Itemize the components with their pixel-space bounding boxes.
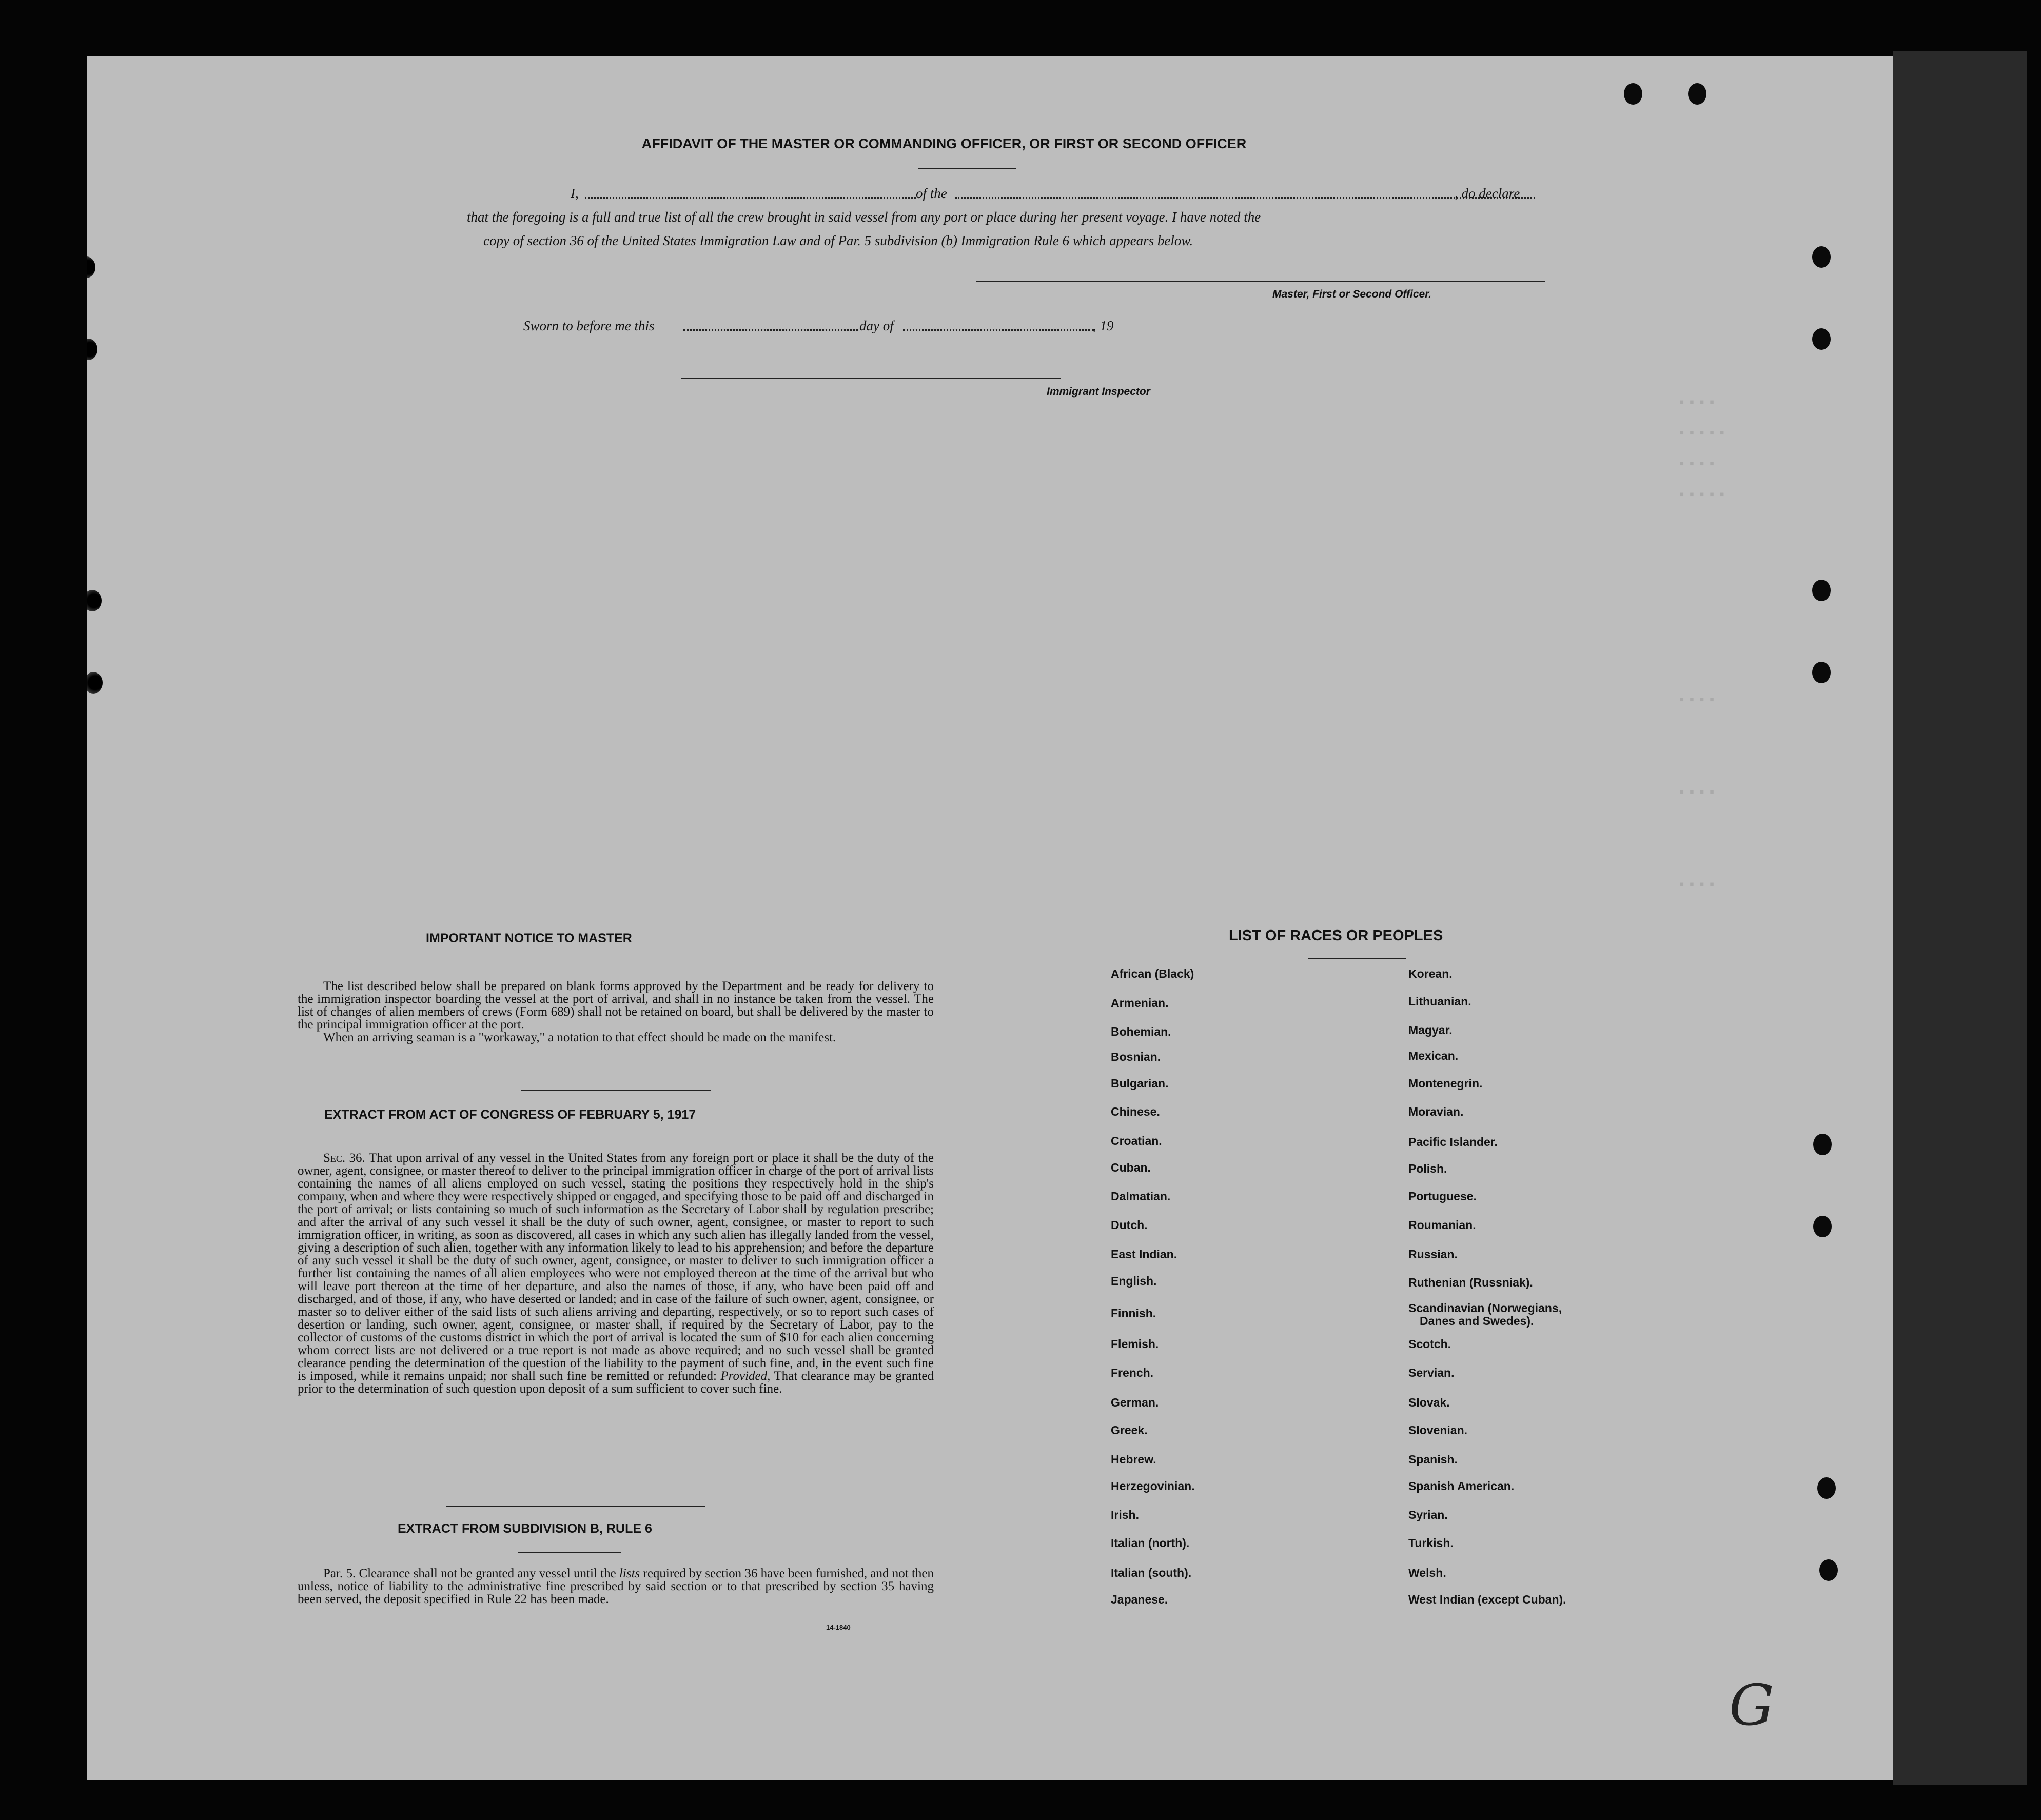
bleed-through-text: ▪▪▪▪ xyxy=(1678,457,1718,472)
race-entry: Spanish. xyxy=(1408,1453,1458,1466)
race-entry: Portuguese. xyxy=(1408,1190,1477,1203)
inspector-caption: Immigrant Inspector xyxy=(1047,386,1150,398)
provided-word: Provided, xyxy=(720,1369,771,1383)
title-underline xyxy=(518,1552,621,1553)
race-entry: Slovenian. xyxy=(1408,1423,1468,1437)
punch-hole xyxy=(1817,1477,1836,1499)
lists-word: lists xyxy=(619,1567,640,1580)
race-entry: Montenegrin. xyxy=(1408,1077,1483,1090)
officer-name-field[interactable] xyxy=(585,197,916,199)
races-title: LIST OF RACES OR PEOPLES xyxy=(1229,927,1443,944)
inspector-signature-line[interactable] xyxy=(681,378,1061,379)
race-entry: Ruthenian (Russniak). xyxy=(1408,1276,1533,1289)
handwritten-page-mark: G xyxy=(1729,1672,1774,1738)
race-entry: Finnish. xyxy=(1111,1307,1156,1320)
sworn-line xyxy=(523,318,1190,339)
race-entry: Flemish. xyxy=(1111,1337,1159,1351)
race-entry: Bohemian. xyxy=(1111,1025,1171,1038)
act-extract-text xyxy=(298,1152,934,1395)
punch-hole xyxy=(87,590,102,611)
race-entry: Servian. xyxy=(1408,1366,1455,1379)
sworn-month-field[interactable] xyxy=(903,329,1094,331)
section-divider xyxy=(446,1506,705,1507)
race-entry: Bulgarian. xyxy=(1111,1077,1169,1090)
form-number: 14-1840 xyxy=(826,1624,851,1631)
race-entry: Armenian. xyxy=(1111,996,1169,1010)
race-entry: Polish. xyxy=(1408,1162,1447,1175)
punch-hole xyxy=(1813,1216,1832,1237)
bleed-through-text: ▪▪▪▪▪ xyxy=(1678,487,1729,503)
race-entry: Roumanian. xyxy=(1408,1218,1476,1232)
punch-hole xyxy=(87,256,95,278)
punch-hole xyxy=(1812,328,1831,350)
punch-hole xyxy=(87,672,103,694)
rule-text-a: Par. 5. Clearance shall not be granted any vessel until the xyxy=(323,1567,616,1580)
declaration-text-2: copy of section 36 of the United States Immigration Law and of Par. 5 subdivision (b) Immigration Rule 6 which appears below. xyxy=(483,233,1193,248)
rule-extract-text xyxy=(298,1567,934,1606)
race-entry: Korean. xyxy=(1408,967,1453,980)
races-column-right xyxy=(1408,56,1729,1780)
race-entry: Slovak. xyxy=(1408,1396,1450,1409)
sworn-label: Sworn to before me this xyxy=(523,318,655,333)
punch-hole xyxy=(1819,1559,1838,1581)
race-entry: Danes and Swedes). xyxy=(1420,1314,1534,1328)
bleed-through-text: ▪▪▪▪▪ xyxy=(1678,426,1729,441)
race-entry: Croatian. xyxy=(1111,1134,1162,1148)
punch-hole xyxy=(1812,662,1831,683)
race-entry: Bosnian. xyxy=(1111,1050,1161,1063)
race-entry: Welsh. xyxy=(1408,1566,1446,1579)
race-entry: Dalmatian. xyxy=(1111,1190,1171,1203)
race-entry: Turkish. xyxy=(1408,1536,1454,1550)
race-entry: Scandinavian (Norwegians, xyxy=(1408,1301,1562,1315)
race-entry: German. xyxy=(1111,1396,1159,1409)
affidavit-title: AFFIDAVIT OF THE MASTER OR COMMANDING OFFICER, OR FIRST OR SECOND OFFICER xyxy=(641,136,1247,151)
race-entry: Italian (north). xyxy=(1111,1536,1190,1550)
race-entry: Mexican. xyxy=(1408,1049,1459,1062)
master-caption: Master, First or Second Officer. xyxy=(1272,288,1432,300)
background-sheet xyxy=(1893,51,2027,1785)
race-entry: Magyar. xyxy=(1408,1023,1453,1037)
manifest-back-page xyxy=(87,56,1893,1780)
notice-paragraph xyxy=(298,980,934,1044)
race-entry: Spanish American. xyxy=(1408,1479,1515,1493)
race-entry: French. xyxy=(1111,1366,1154,1379)
race-entry: Irish. xyxy=(1111,1508,1139,1521)
race-entry: Japanese. xyxy=(1111,1593,1168,1606)
rule-text-b: required by section 36 have been furnished, and not then unless, notice of liability to the administrative fine prescribed by said section or to that prescribed by section 35 having been served, the deposit specified in Rule 22 has been made. xyxy=(298,1567,934,1606)
day-of-label: day of xyxy=(859,318,894,333)
act-text: That upon arrival of any vessel in the United States from any foreign port or place it shall be the duty of the owner, agent, consignee, or master thereof to deliver to the principal immigration officer in charge of the port of arrival lists containing the names of all aliens employed on such vessel, stating the positions they respectively hold in the ship's company, when and where they were respectively shipped or engaged, and specifying those to be paid off and discharged in the port of arrival; or lists containing so much of such information as the Secretary of Labor shall by regulation prescribe; and after the arrival of any such vessel it shall be the duty of such owner, agent, consignee, or master to report to such immigration officer, in writing, as soon as discovered, all cases in which any such alien has illegally landed from the vessel, giving a description of such alien, together with any information likely to lead to his apprehension; and before the departure of any such vessel it shall be the duty of such owner, agent, consignee, or master to deliver to such immigration officer a further list containing the names of all alien employees who were not employed thereon at the time of the arrival but who will leave port thereon at the time of her departure, and also the names of those, if any, who have been paid off and discharged, and of those, if any, who have deserted or landed; and in case of the failure of such owner, agent, consignee, or master so to deliver either of the said lists of such aliens arriving and departing, respectively, or so to report such cases of desertion or landing, such owner, agent, consignee, or master shall, if required by the Secretary of Labor, pay to the collector of customs of the customs district in which the port of arrival is located the sum of $10 for each alien concerning whom correct lists are not delivered or a true report is not made as above required; and no such vessel shall be granted clearance pending the determination of the question of the liability to the payment of such fine, and, in the event such fine is imposed, while it remains unpaid; nor shall such fine be remitted or refunded: xyxy=(298,1151,934,1383)
act-text-end: That clearance may be granted prior to the determination of such question upon deposit of a sum sufficient to cover such fine. xyxy=(298,1369,934,1396)
bleed-through-text: ▪▪▪▪ xyxy=(1678,877,1718,893)
race-entry: Greek. xyxy=(1111,1423,1148,1437)
race-entry: Hebrew. xyxy=(1111,1453,1156,1466)
race-entry: Chinese. xyxy=(1111,1105,1160,1118)
race-entry: Herzegovinian. xyxy=(1111,1479,1195,1493)
notice-para-2: When an arriving seaman is a "workaway," a notation to that effect should be made on the manifest. xyxy=(323,1031,836,1044)
race-entry: West Indian (except Cuban). xyxy=(1408,1593,1566,1606)
notice-para-1: The list described below shall be prepared on blank forms approved by the Department and be ready for delivery to the immigration inspector boarding the vessel at the port of arrival, and shall in no instance be taken from the vessel. The list of changes of alien members of crews (Form 689) shall not be retained on board, but shall be delivered by the master to the principal immigration officer at the port. xyxy=(298,979,934,1032)
bleed-through-text: ▪▪▪▪ xyxy=(1678,785,1718,800)
race-entry: African (Black) xyxy=(1111,967,1194,980)
race-entry: Scotch. xyxy=(1408,1337,1451,1351)
section-divider xyxy=(521,1090,711,1091)
bleed-through-text: ▪▪▪▪ xyxy=(1678,395,1718,410)
title-underline xyxy=(918,168,1016,169)
race-entry: Russian. xyxy=(1408,1248,1458,1261)
race-entry: Dutch. xyxy=(1111,1218,1148,1232)
i-label: I, xyxy=(571,186,579,201)
act-extract-title: EXTRACT FROM ACT OF CONGRESS OF FEBRUARY 5, 1917 xyxy=(324,1107,696,1122)
race-entry: Pacific Islander. xyxy=(1408,1135,1498,1149)
do-declare-label: , do declare xyxy=(1455,186,1520,201)
of-the-label: of the xyxy=(916,186,947,201)
declaration-text-1: that the foregoing is a full and true list of all the crew brought in said vessel from any port or place during her present voyage. I have noted the xyxy=(467,209,1261,225)
race-entry: East Indian. xyxy=(1111,1248,1178,1261)
punch-hole xyxy=(1813,1134,1832,1155)
race-entry: Italian (south). xyxy=(1111,1566,1192,1579)
rule-extract-title: EXTRACT FROM SUBDIVISION B, RULE 6 xyxy=(398,1521,652,1536)
race-entry: Lithuanian. xyxy=(1408,995,1471,1008)
punch-hole xyxy=(1812,246,1831,268)
year-label: , 19 xyxy=(1093,318,1114,333)
punch-hole xyxy=(1812,580,1831,601)
race-entry: Cuban. xyxy=(1111,1161,1151,1174)
notice-title: IMPORTANT NOTICE TO MASTER xyxy=(426,931,632,945)
sworn-day-field[interactable] xyxy=(683,329,858,331)
race-entry: Syrian. xyxy=(1408,1508,1448,1521)
bleed-through-text: ▪▪▪▪ xyxy=(1678,693,1718,708)
punch-hole xyxy=(87,339,97,360)
races-column-left xyxy=(1111,56,1419,1780)
race-entry: Moravian. xyxy=(1408,1105,1464,1118)
section-label: Sec. 36. xyxy=(323,1151,365,1165)
race-entry: English. xyxy=(1111,1274,1157,1288)
